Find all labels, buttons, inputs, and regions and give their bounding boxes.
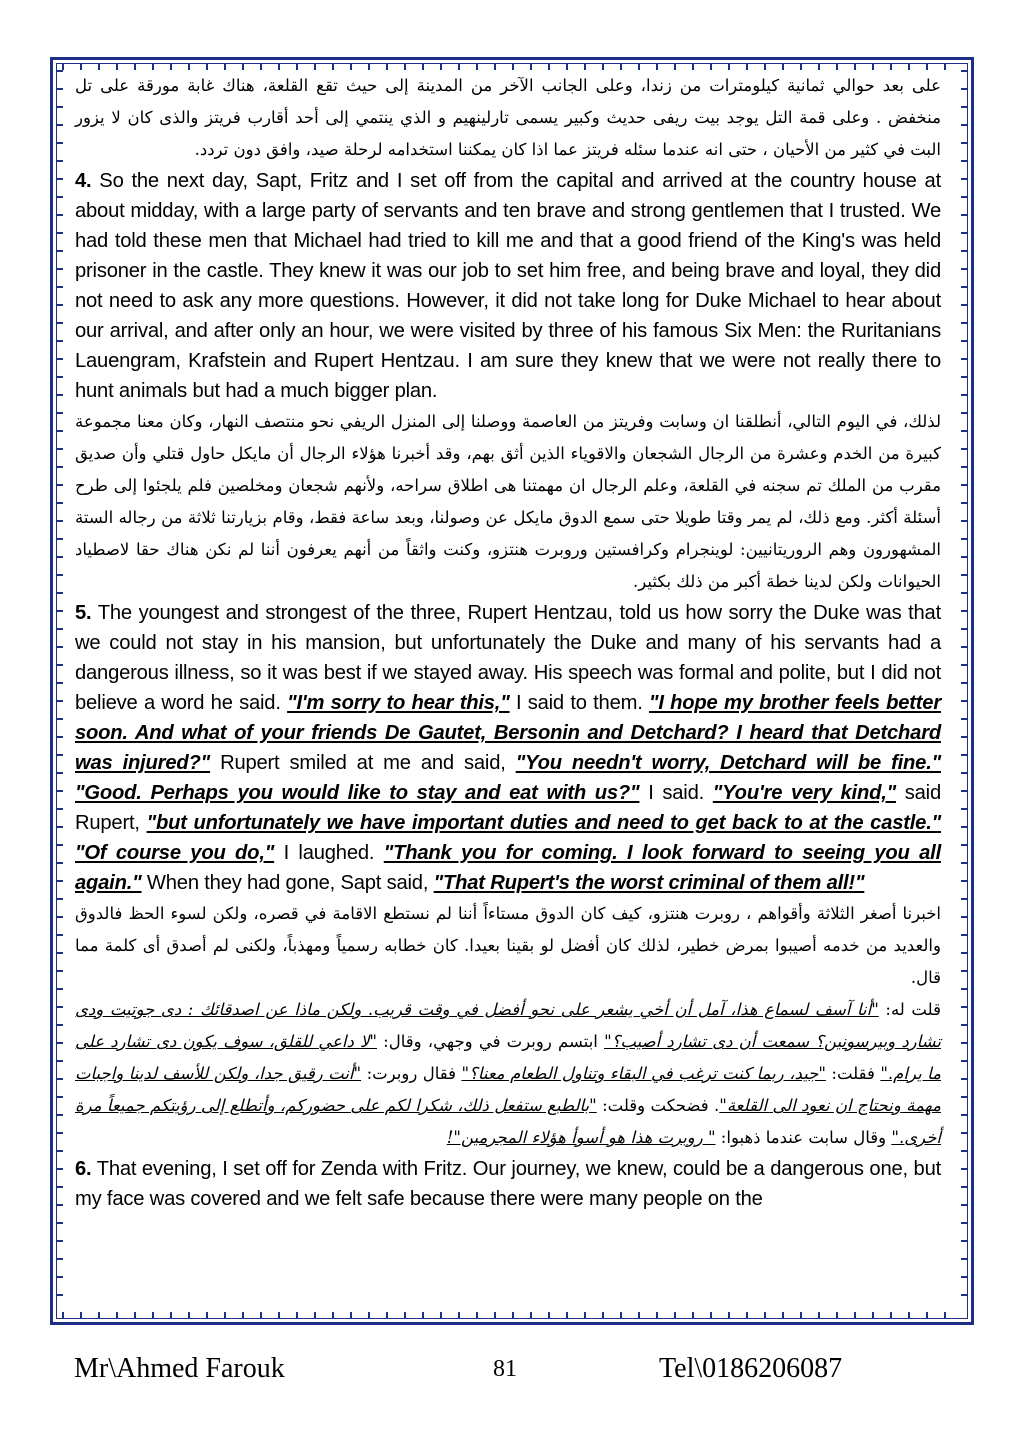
arabic-narration-text: فقلت: xyxy=(825,1064,881,1083)
paragraph-4 xyxy=(75,166,941,406)
arabic-dialogue-quote: "أنت رقيق جدا، ولكن للأسف لدينا واجبات مهمة ونحتاج ان نعود الى القلعة" xyxy=(75,1064,941,1115)
arabic-narration-text: وقال سابت عندما ذهبوا: xyxy=(715,1128,892,1147)
dialogue-quote: "Good. Perhaps you would like to stay and eat with us?" xyxy=(75,782,640,804)
footer-phone: Tel\0186206087 xyxy=(659,1353,843,1384)
dialogue-quote: "I hope my brother feels better soon. And what of your friends De Gautet, Bersonin and Detchard? I heard that Detchard was injured?" xyxy=(75,692,941,774)
arabic-narration-text: ابتسم روبرت في وجهي، وقال: xyxy=(377,1032,605,1051)
arabic-narration-text: . فضحكت وقلت: xyxy=(596,1096,720,1115)
narration-text: I laughed. xyxy=(274,842,384,864)
border-ticks-bottom xyxy=(62,1312,962,1318)
paragraph-4-arabic: لذلك، في اليوم التالي، أنطلقنا ان وسابت وفريتز من العاصمة ووصلنا إلى المنزل الريفي نحو منتصف النهار، وكان معنا مجموعة كبيرة من الخدم وعشرة من الرجال الشجعان والاقوياء الذين أثق بهم، وقد أخبرنا هؤلاء الرجال أن مايكل حاول قتلي وأن صديق مقرب من الملك تم سجنه في القلعة، وعلم الرجال ان مهمتنا هى اطلاق سراحه، ولأنهم شجعان ومخلصين فلم يلجئوا إلى طرح أسئلة أكثر. ومع ذلك، لم يمر وقتا طويلا حتى سمع الدوق مايكل عن وصولنا، وبعد ساعة فقط، وقام بزيارتنا ثلاثة من رجاله الستة المشهورون وهم الروريتانيين: لوينجرام وكرافستين وروبرت هنتزو، وكنت واثقاً من أنهم يعرفون أننا لم نكن هناك حقا لاصطياد الحيوانات ولكن لدينا خطة أكبر من ذلك بكثير. xyxy=(75,412,942,591)
arabic-narration-text: قلت له: xyxy=(878,1000,941,1019)
page-content xyxy=(75,70,941,1214)
narration-text: said Rupert, xyxy=(75,782,941,834)
paragraph-6-text: That evening, I set off for Zenda with Fritz. Our journey, we knew, could be a dangerous one, but my face was covered and we felt safe because there were many people on the xyxy=(75,1158,941,1210)
arabic-dialogue-quote: "بالطبع ستفعل ذلك، شكرا لكم على حضوركم، وأتطلع إلى رؤيتكم جميعاً مرة أخرى." xyxy=(75,1096,941,1147)
arabic-dialogue-quote: " روبرت هذا هو أسوأ هؤلاء المجرمين"! xyxy=(446,1128,716,1147)
arabic-intro-paragraph: على بعد حوالي ثمانية كيلومترات من زندا، وعلى الجانب الآخر من المدينة إلى حيث تقع القلعة، هناك غابة مورقة على تل منخفض . وعلى قمة التل يوجد بيت ريفى حديث وكبير يسمى تارلينهيم و الذي ينتمي إلى أحد أقارب فريتز والذى كان لا يزور البت في كثير من الأحيان ، حتى انه عندما سئله فريتز عما اذا كان يمكننا استخدامه لرحلة صيد، وافق دون تردد. xyxy=(75,76,941,159)
arabic-dialogue-quote: "جيد، ربما كنت ترغب في البقاء وتناول الطعام معنا؟" xyxy=(461,1064,826,1083)
dialogue-quote: "but unfortunately we have important duties and need to get back to at the castle." xyxy=(146,812,941,834)
footer-author: Mr\Ahmed Farouk xyxy=(74,1353,285,1384)
border-ticks-left xyxy=(57,70,63,1310)
paragraph-6 xyxy=(75,1154,941,1214)
narration-text: The youngest and strongest of the three, Rupert Hentzau, told us how sorry the Duke was that we could not stay in his mansion, but unfortunately the Duke and many of his servants had a dangerous illness, so it was best if we stayed away. His speech was formal and polite, but I did not believe a word he said. xyxy=(75,602,941,714)
paragraph-5-arabic: اخبرنا أصغر الثلاثة وأقواهم ، روبرت هنتزو، كيف كان الدوق مستاءاً أننا لم نستطع الاقامة في قصره، ولكن لسوء الحظ فالدوق والعديد من خدمه أصيبوا بمرض خطير، لذلك كان أفضل لو بقينا بعيدا. كان خطابه رسمياً ومهذباً، ولكنى لم أصدق أى كلمة مما قال. xyxy=(75,904,941,987)
narration-text: I said to them. xyxy=(509,692,649,714)
dialogue-quote: "Thank you for coming. I look forward to seeing you all again." xyxy=(75,842,941,894)
border-ticks-right xyxy=(961,70,967,1310)
paragraph-5-number: 5. xyxy=(75,602,92,624)
arabic-narration-text: فقال روبرت: xyxy=(361,1064,462,1083)
narration-text: I said. xyxy=(639,782,713,804)
paragraph-4-number: 4. xyxy=(75,170,92,192)
dialogue-quote: "I'm sorry to hear this," xyxy=(287,692,510,714)
dialogue-quote: "That Rupert's the worst criminal of them all!" xyxy=(433,872,865,894)
dialogue-quote: "You're very kind," xyxy=(712,782,896,804)
narration-text: When they had gone, Sapt said, xyxy=(141,872,434,894)
dialogue-quote: "You needn't worry, Detchard will be fine." xyxy=(515,752,941,774)
paragraph-6-number: 6. xyxy=(75,1158,92,1180)
paragraph-4-text: So the next day, Sapt, Fritz and I set off from the capital and arrived at the country house at about midday, with a large party of servants and ten brave and strong gentlemen that I trusted. We had told these men that Michael had tried to kill me and that a good friend of the King's was held prisoner in the castle. They knew it was our job to set him free, and being brave and loyal, they did not need to ask any more questions. However, it did not take long for Duke Michael to hear about our arrival, and after only an hour, we were visited by three of his famous Six Men: the Ruritanians Lauengram, Krafstein and Rupert Hentzau. I am sure they knew that we were not really there to hunt animals but had a much bigger plan. xyxy=(75,170,941,402)
arabic-dialogue-quote: "لا داعي للقلق، سوف يكون دى تشارد على ما يرام." xyxy=(75,1032,941,1083)
paragraph-5-arabic-dialog xyxy=(75,994,941,1154)
narration-text: Rupert smiled at me and said, xyxy=(210,752,516,774)
arabic-dialogue-quote: "أنا آسف لسماع هذا، آمل أن أخي يشعر على نحو أفضل في وقت قريب. ولكن ماذا عن اصدقائك : دى جوتيت ودى تشارد وبيرسونين؟ سمعت أن دى تشارد أصيب؟" xyxy=(75,1000,941,1051)
footer-page-number: 81 xyxy=(493,1356,517,1382)
paragraph-5 xyxy=(75,598,941,898)
dialogue-quote: "Of course you do," xyxy=(75,842,275,864)
page-footer xyxy=(0,1353,1024,1393)
